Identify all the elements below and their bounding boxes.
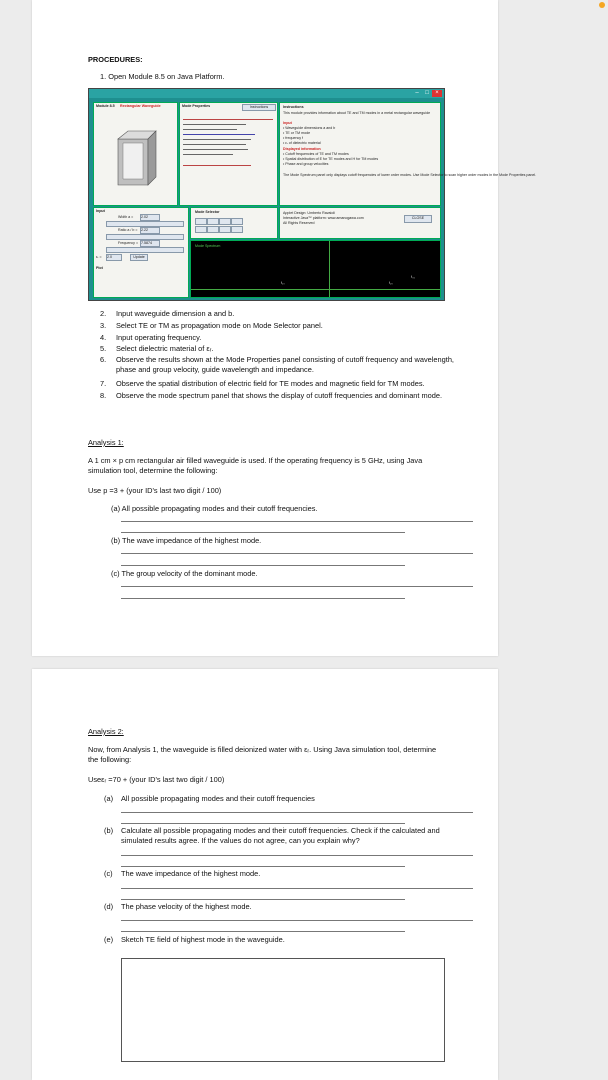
question-label-a: (a)	[104, 794, 114, 803]
answer-line[interactable]	[121, 920, 473, 921]
step-text: Observe the spatial distribution of electric field for TE modes and magnetic field for TM modes.	[116, 379, 425, 388]
document-page-1	[32, 0, 537, 656]
mode-properties-title: Mode Properties	[182, 104, 211, 108]
ratio-label: Ratio a / b =	[118, 228, 138, 232]
answer-line[interactable]	[121, 565, 405, 566]
answer-line[interactable]	[121, 812, 473, 813]
analysis1-question-a: (a) All possible propagating modes and their cutoff frequencies.	[111, 504, 318, 513]
analysis1-question-b: (b) The wave impedance of the highest mode.	[111, 536, 262, 545]
input-heading: Input	[283, 121, 292, 125]
mode-first-button[interactable]	[195, 226, 207, 233]
mode-next-button[interactable]	[219, 218, 231, 225]
analysis2-intro: Now, from Analysis 1, the waveguide is filled deionized water with εᵣ. Using Java simulation tool, determine the following:	[88, 745, 437, 764]
module-pane	[93, 102, 178, 206]
java-applet-screenshot	[88, 88, 537, 301]
module-title: Rectangular Waveguide	[120, 104, 161, 108]
notification-dot	[599, 2, 605, 8]
answer-line[interactable]	[121, 866, 405, 867]
spectrum-label: f₁₀	[281, 281, 285, 285]
mode-spectrum-pane	[190, 240, 441, 298]
frequency-input[interactable]: 7.5874	[140, 240, 160, 247]
question-text-e: Sketch TE field of highest mode in the waveguide.	[121, 935, 285, 944]
step-1: 1. Open Module 8.5 on Java Platform.	[100, 72, 225, 81]
close-icon: ×	[432, 90, 442, 97]
step-number: 7.	[100, 379, 107, 388]
answer-line[interactable]	[121, 931, 405, 932]
instructions-pane	[279, 102, 537, 206]
instructions-text: This module provides information about TE and TM modes in a metal rectangular waveguide	[283, 111, 431, 115]
step-number: 5.	[100, 344, 107, 353]
displayed-item: • Spatial distribution of E for TE modes and H for TM modes	[283, 157, 379, 161]
question-text-b: Calculate all possible propagating modes and their cutoff frequencies. Check if the calculated and simulated results agree. If the values do not agree, can you explain why?	[121, 826, 440, 845]
credits-pane	[279, 207, 441, 239]
displayed-heading: Displayed information	[283, 147, 321, 151]
frequency-label: Frequency =	[118, 241, 139, 245]
answer-line[interactable]	[121, 855, 473, 856]
analysis1-title: Analysis 1:	[88, 438, 124, 447]
question-label-d: (d)	[104, 902, 114, 911]
spectrum-label: f₀₁	[411, 275, 415, 279]
step-text: Observe the results shown at the Mode Properties panel consisting of cutoff frequency and wavelength, phase and group velocity, guide wavelength and impedance.	[116, 355, 454, 374]
epsilon-input[interactable]: 2.0	[106, 254, 122, 261]
mode-next-button[interactable]	[219, 226, 231, 233]
step-text: Input waveguide dimension a and b.	[116, 309, 235, 318]
step-text: Select TE or TM as propagation mode on Mode Selector panel.	[116, 321, 323, 330]
question-label-e: (e)	[104, 935, 114, 944]
module-label: Module 8.5	[96, 104, 115, 108]
step-number: 8.	[100, 391, 107, 400]
spectrum-label: f₂₀	[389, 281, 393, 285]
displayed-item: • Phase and group velocities	[283, 162, 329, 166]
answer-line[interactable]	[121, 899, 405, 900]
question-text-d: The phase velocity of the highest mode.	[121, 902, 252, 911]
mode-properties-values	[183, 115, 273, 170]
mode-last-button[interactable]	[231, 226, 243, 233]
question-text-a: All possible propagating modes and their cutoff frequencies	[121, 794, 315, 803]
mode-last-button[interactable]	[231, 218, 243, 225]
step-number: 6.	[100, 355, 107, 364]
width-label: Width a =	[118, 215, 134, 219]
answer-line[interactable]	[121, 888, 473, 889]
mode-prev-button[interactable]	[207, 226, 219, 233]
update-button[interactable]: Update	[130, 254, 148, 261]
applet-titlebar	[89, 89, 444, 98]
mode-selector-pane	[190, 207, 278, 239]
input-item: • frequency f	[283, 136, 304, 140]
input-item: • TE or TM mode	[283, 131, 311, 135]
minimize-icon: –	[415, 90, 419, 96]
answer-line[interactable]	[121, 598, 405, 599]
instructions-button[interactable]: Instructions	[242, 104, 276, 111]
document-page-2	[32, 669, 498, 1080]
maximize-icon: □	[425, 90, 429, 96]
close-button[interactable]: CLOSE	[404, 215, 432, 223]
step-text: Input operating frequency.	[116, 333, 202, 342]
input-panel-title: Input	[96, 209, 105, 213]
sketch-answer-box[interactable]	[121, 958, 445, 1062]
plot-panel-title: Plot	[96, 266, 103, 270]
frequency-slider[interactable]	[106, 247, 184, 253]
credit-design: Applet Design: Umberto Ravaioli	[283, 211, 335, 215]
width-input[interactable]: 2.02	[140, 214, 160, 221]
mode-spectrum-title: Mode Spectrum	[195, 244, 221, 248]
answer-line[interactable]	[121, 532, 405, 533]
question-text-c: The wave impedance of the highest mode.	[121, 869, 261, 878]
answer-line[interactable]	[121, 521, 473, 522]
question-label-b: (b)	[104, 826, 114, 835]
answer-line[interactable]	[121, 553, 473, 554]
input-pane	[93, 207, 189, 298]
step-text: Select dielectric material of εᵣ.	[116, 344, 214, 353]
credit-platform: Interactive Java™ platform: www.amanogawa.com	[283, 216, 364, 220]
ratio-input[interactable]: 2.22	[140, 227, 160, 234]
procedures-heading: PROCEDURES:	[88, 55, 143, 64]
mode-first-button[interactable]	[195, 218, 207, 225]
step-text: Observe the mode spectrum panel that shows the display of cutoff frequencies and dominant mode.	[116, 391, 443, 400]
mode-properties-pane	[179, 102, 278, 206]
spectrum-axis	[191, 289, 440, 290]
analysis2-title: Analysis 2:	[88, 727, 124, 736]
input-item: • Waveguide dimensions a and b	[283, 126, 336, 130]
waveguide-diagram	[110, 129, 158, 191]
displayed-item: • Cutoff frequencies of TE and TM modes	[283, 152, 349, 156]
step-number: 3.	[100, 321, 107, 330]
epsilon-label: εᵣ =	[96, 255, 102, 259]
answer-line[interactable]	[121, 586, 473, 587]
analysis1-intro: A 1 cm × p cm rectangular air filled waveguide is used. If the operating frequency is 5 GHz, using Java simulation tool, determine the following:	[88, 456, 423, 475]
mode-prev-button[interactable]	[207, 218, 219, 225]
instructions-title: Instructions	[283, 105, 304, 109]
step-number: 2.	[100, 309, 107, 318]
spectrum-note: The Mode Spectrum panel only displays cutoff frequencies of lower order modes. Use Mode Selector to scan higher order modes in the Mode Properties panel.	[283, 173, 537, 177]
input-item: • εᵣ of dielectric material	[283, 141, 321, 145]
analysis1-use: Use p =3 + (your ID's last two digit / 100)	[88, 486, 222, 495]
answer-line[interactable]	[121, 823, 405, 824]
analysis1-question-c: (c) The group velocity of the dominant mode.	[111, 569, 258, 578]
step-number: 4.	[100, 333, 107, 342]
question-label-c: (c)	[104, 869, 113, 878]
credit-rights: All Rights Reserved	[283, 221, 315, 225]
analysis2-use: Useεᵣ =70 + (your ID's last two digit / 100)	[88, 775, 225, 784]
mode-selector-title: Mode Selector	[195, 210, 220, 214]
